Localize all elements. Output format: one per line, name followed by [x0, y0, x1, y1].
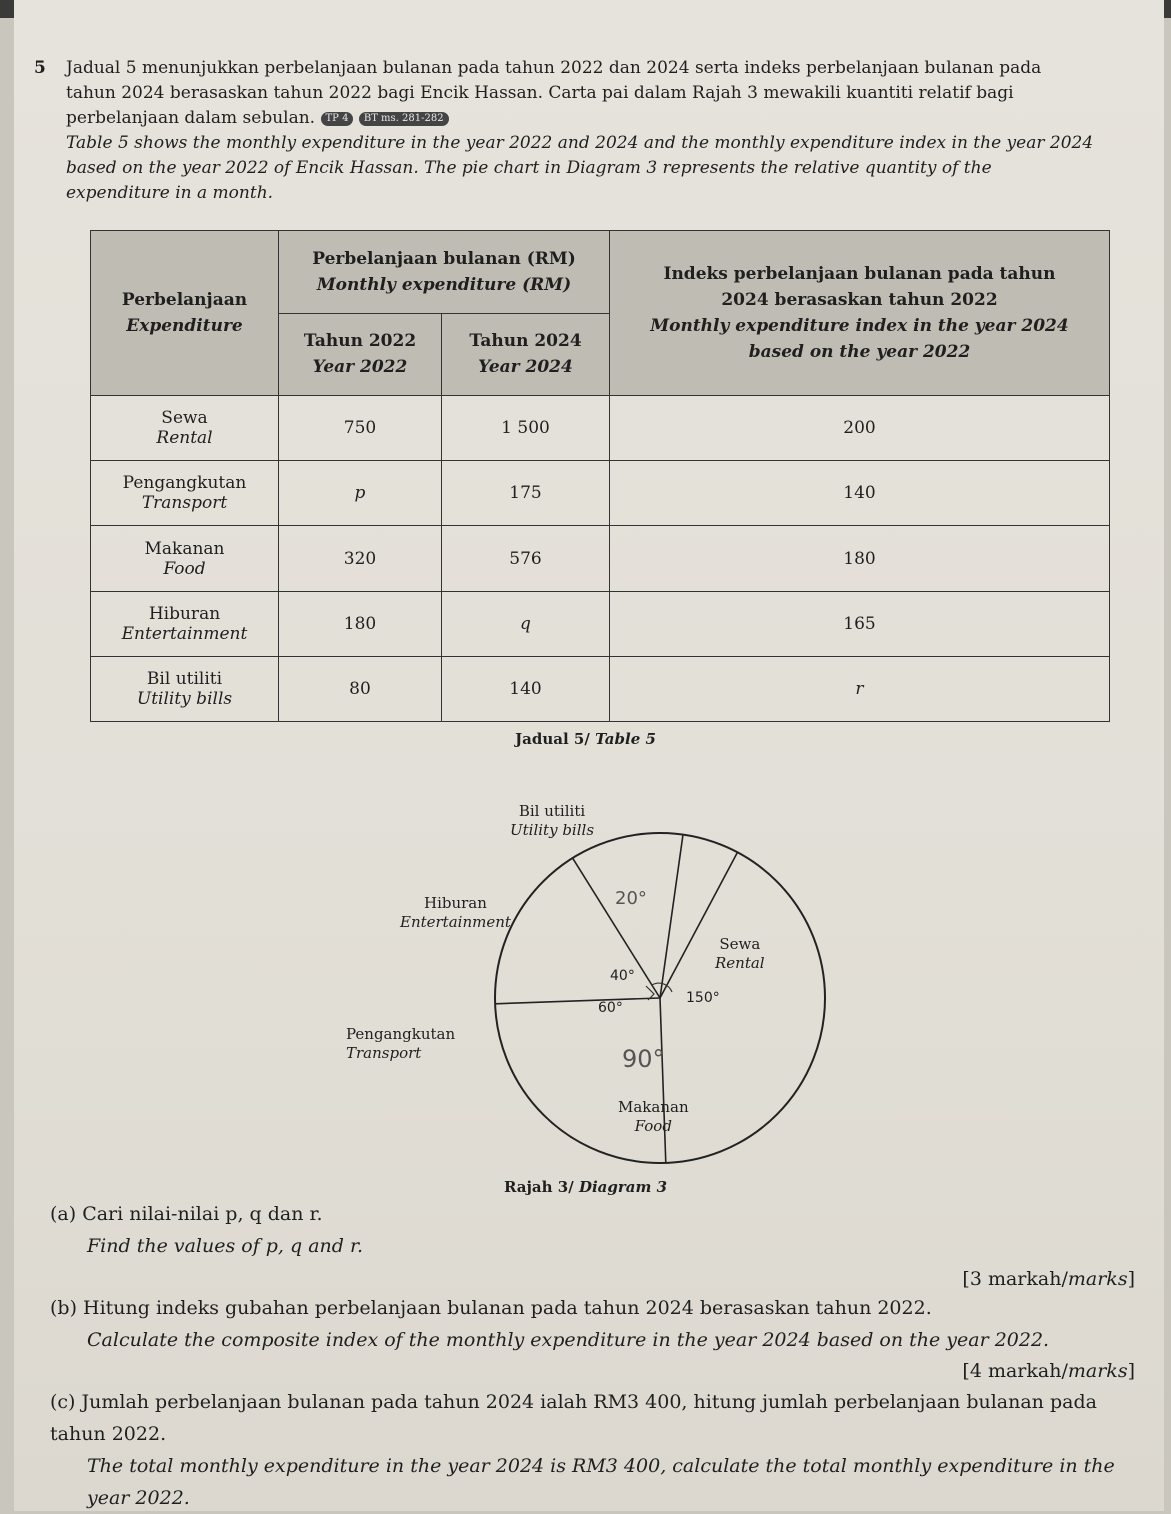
intro-malay: Jadual 5 menunjukkan perbelanjaan bulanan pada tahun 2022 dan 2024 serta indeks perbelanjaan bulanan pada tahun 2024 berasaskan tahun 2022 bagi Encik Hassan. Carta pai dalam Rajah 3 mewakili kuantiti relatif bagi perbelanjaan dalam sebulan.: [66, 58, 1042, 128]
part-b-marks: [4 markah/marks]: [962, 1360, 1135, 1382]
table-row: Sewa Rental 750 1 500 200: [91, 396, 1110, 461]
table-caption: Jadual 5/ Table 5: [515, 730, 656, 748]
handwritten-20: 20°: [615, 888, 647, 909]
pie-radius-0: [660, 852, 738, 998]
angle-label-150: 150°: [686, 990, 720, 1006]
angle-label-60: 60°: [598, 1000, 623, 1016]
pie-radius-2: [495, 998, 660, 1004]
textbook-ref-badge: BT ms. 281-282: [359, 112, 449, 126]
pie-radius-4: [660, 835, 683, 998]
table-row: Makanan Food 320 576 180: [91, 526, 1110, 591]
table-row: Hiburan Entertainment 180 q 165: [91, 591, 1110, 656]
header-expenditure: Perbelanjaan Expenditure: [91, 231, 279, 396]
label-utility-bills: Bil utiliti Utility bills: [510, 802, 595, 839]
tp-badge: TP 4: [321, 112, 354, 126]
label-rental: Sewa Rental: [715, 935, 765, 972]
part-a-marks: [3 markah/marks]: [962, 1268, 1135, 1290]
table-row: Pengangkutan Transport p 175 140: [91, 461, 1110, 526]
label-entertainment: Hiburan Entertainment: [400, 894, 511, 931]
angle-label-40: 40°: [610, 968, 635, 984]
handwritten-90: 90°: [622, 1045, 665, 1073]
label-food: Makanan Food: [618, 1098, 689, 1135]
header-year-2024: Tahun 2024 Year 2024: [442, 313, 610, 396]
header-index: Indeks perbelanjaan bulanan pada tahun 2024 berasaskan tahun 2022 Monthly expenditure index in the year 2024 based on the year 2022: [610, 231, 1110, 396]
label-transport: Pengangkutan Transport: [346, 1025, 456, 1062]
header-monthly-expenditure: Perbelanjaan bulanan (RM) Monthly expenditure (RM): [279, 231, 610, 314]
header-year-2022: Tahun 2022 Year 2022: [279, 313, 442, 396]
question-number: 5: [34, 58, 46, 78]
part-b: (b) Hitung indeks gubahan perbelanjaan bulanan pada tahun 2024 berasaskan tahun 2022. Calculate the composite index of the monthly expenditure in the year 2024 based on the year 2022.: [50, 1297, 1050, 1351]
diagram-caption: Rajah 3/ Diagram 3: [503, 1178, 668, 1196]
intro-english: Table 5 shows the monthly expenditure in the year 2022 and 2024 and the monthly expenditure index in the year 2024 based on the year 2022 of Encik Hassan. The pie chart in Diagram 3 represents the relative quantity of the expenditure in a month.: [66, 133, 1094, 203]
part-c: (c) Jumlah perbelanjaan bulanan pada tahun 2024 ialah RM3 400, hitung jumlah perbelanjaan bulanan pada tahun 2022. The total monthly expenditure in the year 2024 is RM3 400, calculate the total monthly expenditure in the year 2022.: [50, 1391, 1115, 1509]
pie-radius-1: [660, 998, 666, 1163]
table-row: Bil utiliti Utility bills 80 140 r: [91, 656, 1110, 721]
part-a: (a) Cari nilai-nilai p, q dan r. Find the values of p, q and r.: [50, 1203, 364, 1257]
